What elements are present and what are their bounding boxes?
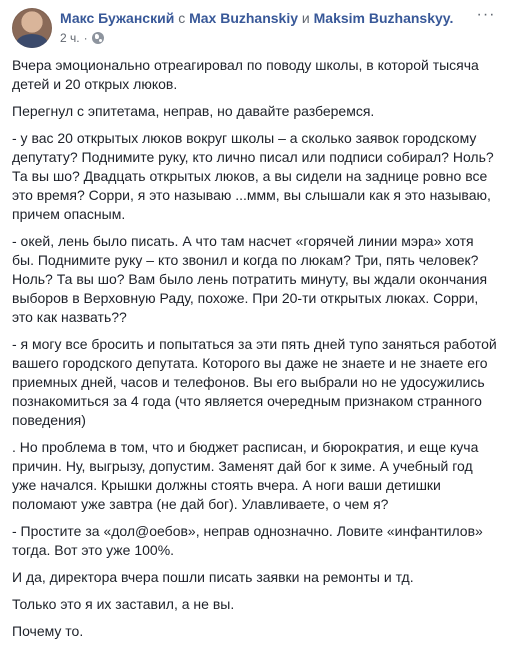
post-paragraph: . Но проблема в том, что и бюджет расписан, и бюрократия, и еще куча причин. Ну, выгрызу, допустим. Заменят дай бог к зиме. А учебный год уже начался. Крышки должны стоять вчера. А ноги ваши детишки поломают уже завтра (не дай бог). Улавливаете, о чем я? (12, 439, 479, 512)
and-word: и (301, 10, 310, 26)
author-line (60, 10, 460, 26)
globe-icon[interactable] (92, 32, 104, 44)
more-options-button[interactable]: ··· (476, 6, 496, 23)
post-paragraph: Только это я их заставил, а не вы. (12, 596, 235, 612)
avatar-figure (16, 34, 48, 48)
post-meta (60, 31, 104, 45)
post-timestamp-link[interactable]: 2 ч. (60, 31, 80, 45)
post-paragraph: Перегнул с эпитетама, неправ, но давайте разберемся. (12, 103, 375, 119)
author-name-link[interactable]: Макс Бужанский (60, 10, 175, 26)
with-word: с (178, 10, 186, 26)
post-body (12, 56, 498, 649)
post-paragraph: - окей, лень было писать. А что там насчет «горячей линии мэра» хотя бы. Поднимите руку – кто звонил и когда по люкам? Три, пять человек? Ноль? Та вы шо? Вам было лень потратить минуту, вы ждали окончания выборов в Верховную Раду, похоже. При 20-ти открытых люках. Сорри, это как назвать?? (12, 233, 488, 325)
post-paragraph: - у вас 20 открытых люков вокруг школы – а сколько заявок городскому депутату? Поднимите руку, кто лично писал или подписи собирал? Ноль? Та вы шо? Двадцать открытых люков, а вы сидели на заднице ровно все это время? Сорри, я это называю ...ммм, вы слышали как я это называю, причем опасным. (12, 130, 494, 222)
post-paragraph: Почему то. (12, 623, 84, 639)
author-avatar[interactable] (12, 8, 52, 48)
post-paragraph: Вчера эмоционально отреагировал по поводу школы, в которой тысяча детей и 20 открых люков. (12, 57, 479, 92)
meta-separator: · (83, 31, 88, 45)
post-paragraph: И да, директора вчера пошли писать заявки на ремонты и тд. (12, 569, 414, 585)
tagged-person-link-1[interactable]: Max Buzhanskiy (189, 10, 299, 26)
post-paragraph: - Простите за «дол@оебов», неправ однозначно. Ловите «инфантилов» тогда. Вот это уже 100%. (12, 523, 483, 558)
post-header (0, 0, 508, 52)
post-paragraph: - я могу все бросить и попытаться за эти пять дней тупо заняться работой вашего городского депутата. Которого вы даже не знаете и не знаете его приемных дней, часов и телефонов. Вы его выбрали но не удосужились познакомиться за 4 года (что является очередным признаком странного поведения) (12, 336, 497, 428)
tagged-person-link-2[interactable]: Maksim Buzhanskyy. (313, 10, 454, 26)
